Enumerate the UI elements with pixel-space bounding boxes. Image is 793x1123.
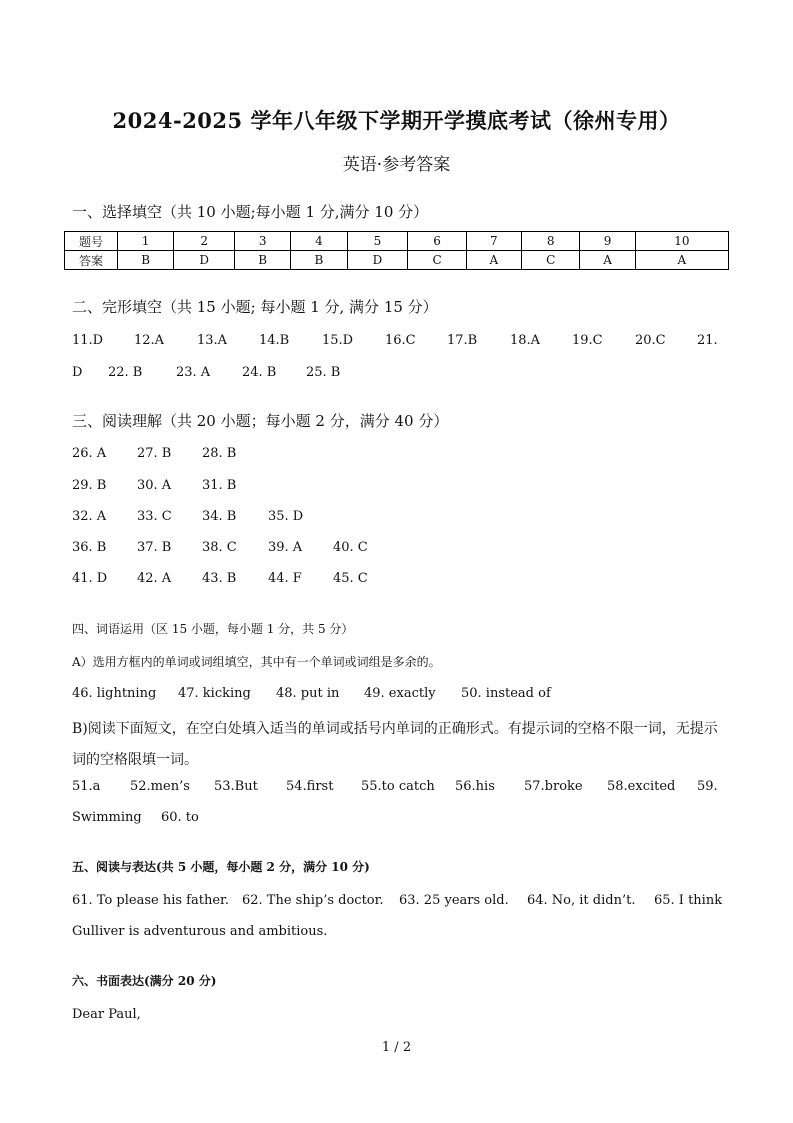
answer-item: 31. B (202, 478, 237, 493)
answer-item: 52.men’s (130, 779, 190, 794)
answer-item: 63. 25 years old. (399, 893, 509, 908)
answer-item: 43. B (202, 571, 237, 586)
answer-item: 25. B (306, 365, 341, 380)
answer-item: 44. F (268, 571, 302, 586)
table-cell: B (118, 251, 174, 270)
table-cell: B (291, 251, 347, 270)
answer-item: 54.first (286, 779, 334, 794)
table-cell: 6 (408, 232, 466, 251)
answer-item: 13.A (197, 333, 228, 348)
table-cell: 10 (635, 232, 728, 251)
answer-item: 51.a (72, 779, 101, 794)
answer-item: 16.C (385, 333, 416, 348)
section2-heading: 二、完形填空（共 15 小题; 每小题 1 分, 满分 15 分） (72, 298, 438, 316)
row-label-number: 题号 (65, 232, 118, 251)
section4-partB: B)阅读下面短文，在空白处填入适当的单词或括号内单词的正确形式。有提示词的空格不限一词，无提示词的空格限填一词。 (72, 721, 718, 768)
answer-item: 62. The ship’s doctor. (242, 893, 384, 908)
answer-item: 61. To please his father. (72, 893, 229, 908)
table-cell: C (522, 251, 580, 270)
table-cell: D (174, 251, 235, 270)
answer-item: 19.C (572, 333, 603, 348)
table-cell: 3 (235, 232, 291, 251)
answer-item: 53.But (214, 779, 258, 794)
answer-item: 65. I think (654, 893, 723, 908)
section3-heading: 三、阅读理解（共 20 小题；每小题 2 分，满分 40 分） (72, 412, 449, 430)
table-cell: A (580, 251, 635, 270)
answer-item: 49. exactly (364, 686, 436, 701)
table-cell: 2 (174, 232, 235, 251)
answer-item: 34. B (202, 509, 237, 524)
answer-item: 60. to (161, 810, 199, 825)
answer-item: 11.D (72, 333, 104, 348)
answer-item: 28. B (202, 446, 237, 461)
answer-item: 46. lightning (72, 686, 157, 701)
answer-item: 26. A (72, 446, 107, 461)
table-cell: B (235, 251, 291, 270)
row-label-answer: 答案 (65, 251, 118, 270)
table-cell: 8 (522, 232, 580, 251)
answer-item: 22. B (108, 365, 143, 380)
table-cell: 1 (118, 232, 174, 251)
answer-item: D (72, 365, 83, 380)
table-cell: 4 (291, 232, 347, 251)
section4-partA: A）选用方框内的单词或词组填空，其中有一个单词或词组是多余的。 (72, 655, 441, 669)
answer-item: 47. kicking (178, 686, 251, 701)
answer-item: 41. D (72, 571, 108, 586)
letter-salutation: Dear Paul, (72, 1007, 141, 1022)
answer-item: 27. B (137, 446, 172, 461)
table-cell: C (408, 251, 466, 270)
answer-item: 48. put in (276, 686, 340, 701)
answer-item: 58.excited (607, 779, 676, 794)
table-cell: 5 (347, 232, 408, 251)
answer-item: 14.B (259, 333, 290, 348)
section6-heading: 六、书面表达(满分 20 分) (72, 974, 217, 988)
answer-item: 38. C (202, 540, 237, 555)
answer-item: 23. A (176, 365, 211, 380)
answer-item: 35. D (268, 509, 304, 524)
table-cell: A (466, 251, 521, 270)
section1-heading: 一、选择填空（共 10 小题;每小题 1 分,满分 10 分） (72, 203, 429, 221)
answer-item: 36. B (72, 540, 107, 555)
table-cell: D (347, 251, 408, 270)
page-title: 2024-2025 学年八年级下学期开学摸底考试（徐州专用） (112, 108, 681, 133)
answer-item: Swimming (72, 810, 142, 825)
table-row-numbers (65, 232, 729, 251)
page-number: 1 / 2 (381, 1040, 412, 1055)
table-row-answers (65, 251, 729, 270)
answer-item: 20.C (635, 333, 666, 348)
answer-item: 17.B (447, 333, 478, 348)
answer-item: 40. C (333, 540, 368, 555)
answer-item: 57.broke (524, 779, 583, 794)
answer-item: 50. instead of (461, 686, 551, 701)
answer-item: 29. B (72, 478, 107, 493)
answer-item: 33. C (137, 509, 172, 524)
answer-item: 56.his (455, 779, 495, 794)
answer-item: 30. A (137, 478, 172, 493)
answer-item: 18.A (510, 333, 541, 348)
answer-item: 24. B (242, 365, 277, 380)
section5-line2: Gulliver is adventurous and ambitious. (72, 924, 328, 939)
answer-item: 21. (697, 333, 718, 348)
answer-item: 55.to catch (361, 779, 435, 794)
answer-item: 32. A (72, 509, 107, 524)
answer-table (64, 231, 729, 270)
answer-item: 12.A (134, 333, 165, 348)
page-subtitle: 英语·参考答案 (342, 155, 451, 175)
answer-item: 42. A (137, 571, 172, 586)
table-cell: A (635, 251, 728, 270)
answer-item: 39. A (268, 540, 303, 555)
section4-heading: 四、词语运用（区 15 小题，每小题 1 分，共 5 分） (72, 622, 354, 636)
table-cell: 7 (466, 232, 521, 251)
answer-item: 15.D (322, 333, 354, 348)
section5-heading: 五、阅读与表达(共 5 小题，每小题 2 分，满分 10 分) (72, 860, 370, 874)
table-cell: 9 (580, 232, 635, 251)
answer-item: 64. No, it didn’t. (527, 893, 636, 908)
answer-item: 59. (697, 779, 718, 794)
answer-item: 45. C (333, 571, 368, 586)
answer-item: 37. B (137, 540, 172, 555)
